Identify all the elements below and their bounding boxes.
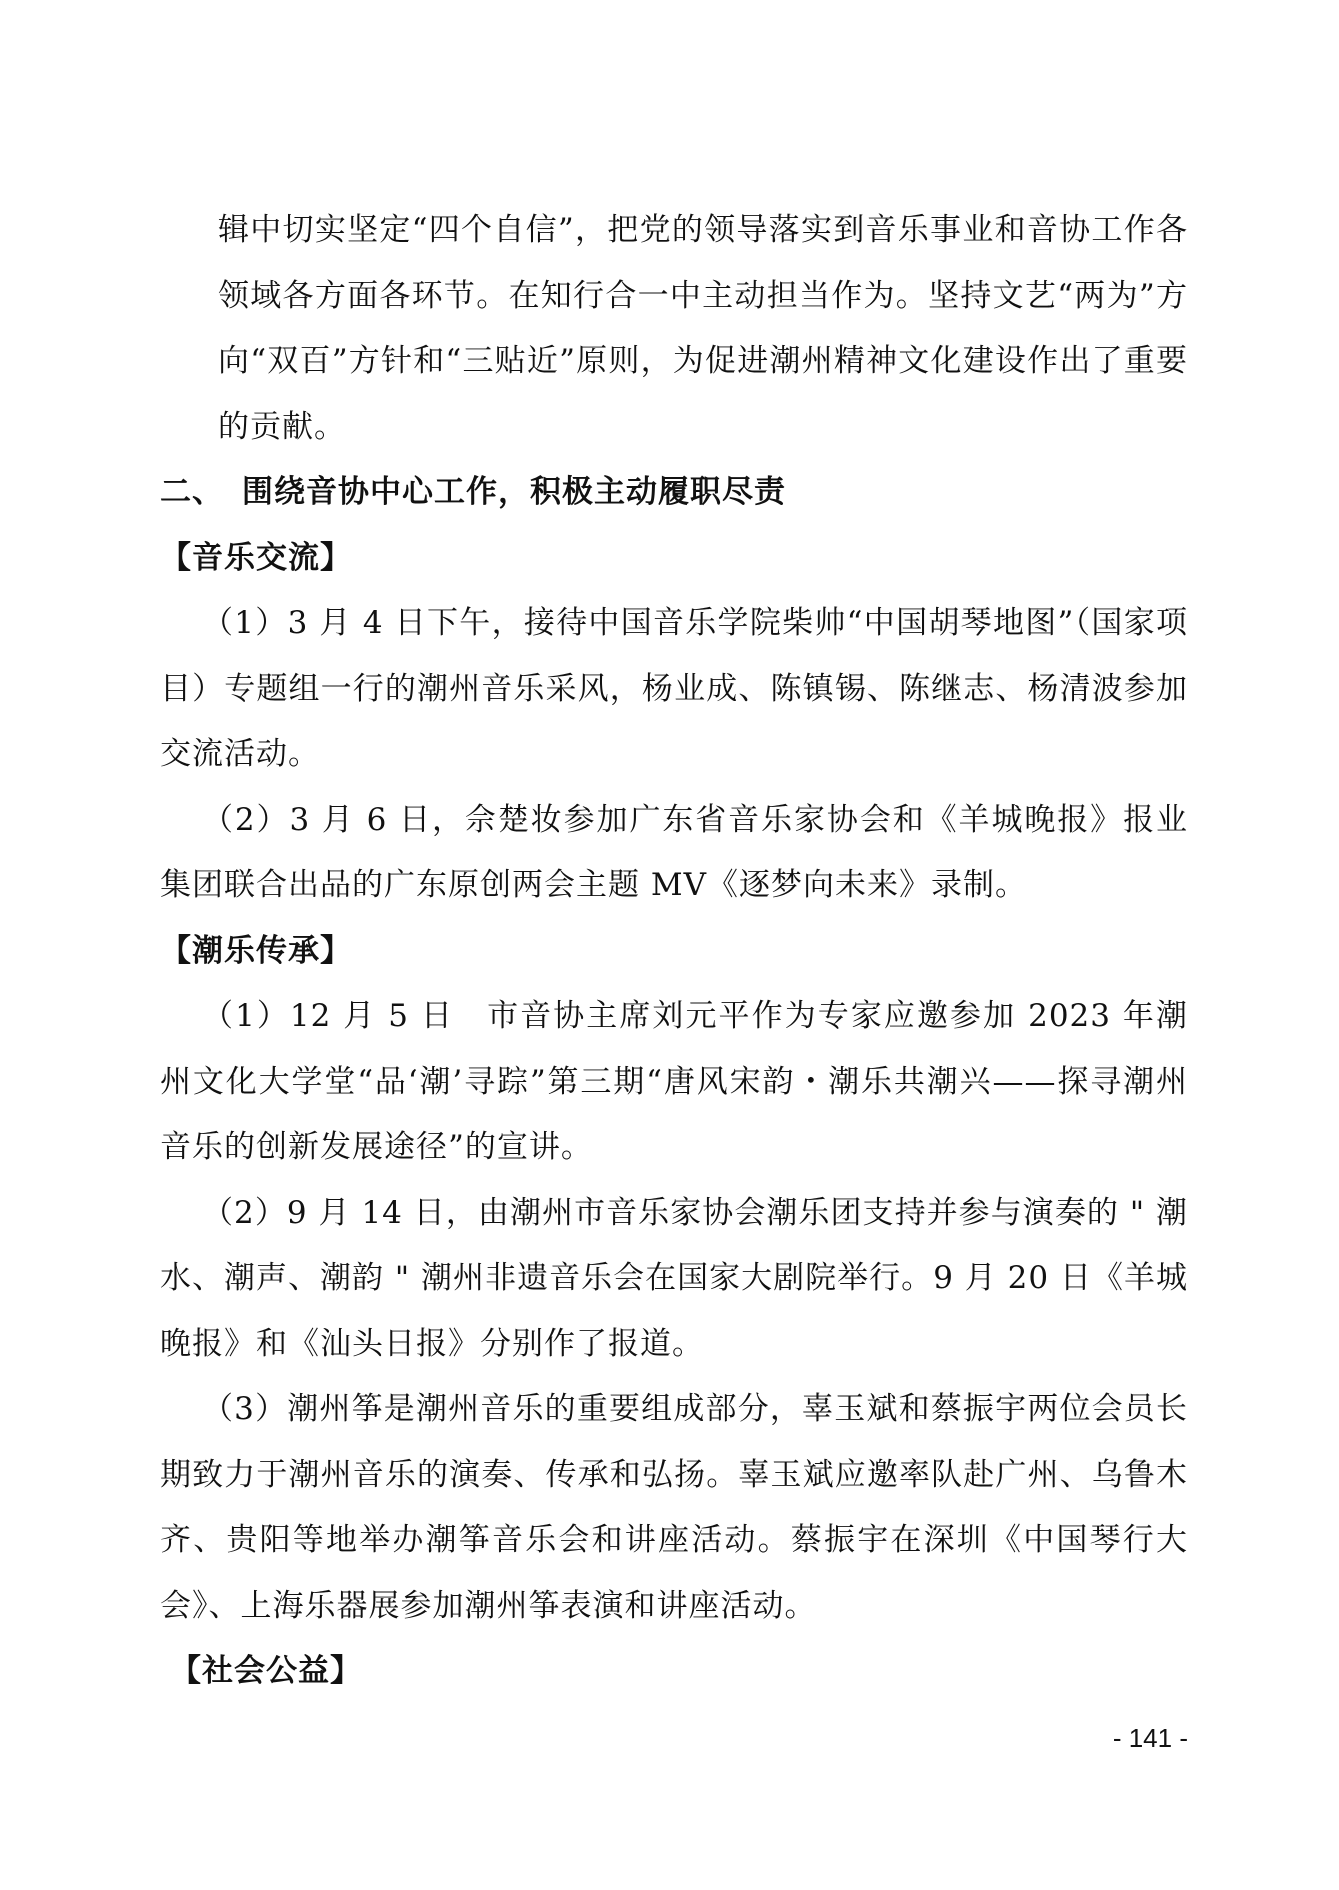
opening-paragraph: 辑中切实坚定“四个自信”，把党的领导落实到音乐事业和音协工作各领域各方面各环节。在知行合一中主动担当作为。坚持文艺“两为”方向“双百”方针和“三贴近”原则，为促进潮州精神文化建设作出了重要的贡献。	[218, 212, 1188, 445]
heritage-item-3: （3）潮州筝是潮州音乐的重要组成部分，辜玉斌和蔡振宇两位会员长期致力于潮州音乐的演奏、传承和弘扬。辜玉斌应邀率队赴广州、乌鲁木齐、贵阳等地举办潮筝音乐会和讲座活动。蔡振宇在深圳《中国琴行大会》、上海乐器展参加潮州筝表演和讲座活动。	[160, 1391, 1188, 1624]
section-number: 二、	[160, 474, 224, 510]
heritage-item-1: （1）12 月 5 日 市音协主席刘元平作为专家应邀参加 2023 年潮州文化大学堂“品‘潮’寻踪”第三期“唐风宋韵・潮乐共潮兴——探寻潮州音乐的创新发展途径”的宣讲。	[160, 998, 1188, 1165]
section-heading	[160, 460, 1188, 526]
subheading-chaozhou-music-heritage: 【潮乐传承】	[160, 932, 352, 969]
heritage-item-2: （2）9 月 14 日，由潮州市音乐家协会潮乐团支持并参与演奏的 " 潮水、潮声、潮韵 " 潮州非遗音乐会在国家大剧院举行。9 月 20 日《羊城晚报》和《汕头日报》分别作了报道。	[160, 1194, 1188, 1362]
subheading-social-welfare: 【社会公益】	[170, 1653, 362, 1689]
music-exchange-item-2: （2）3 月 6 日，佘楚妆参加广东省音乐家协会和《羊城晚报》报业集团联合出品的广东原创两会主题 MV《逐梦向未来》录制。	[160, 801, 1188, 903]
music-exchange-item-1: （1）3 月 4 日下午，接待中国音乐学院柴帅“中国胡琴地图”（国家项目）专题组一行的潮州音乐采风，杨业成、陈镇锡、陈继志、杨清波参加交流活动。	[160, 605, 1188, 772]
page-number: - 141 -	[1112, 1723, 1188, 1753]
page-content	[160, 198, 1188, 1705]
subheading-music-exchange: 【音乐交流】	[160, 539, 352, 576]
section-title: 围绕音协中心工作，积极主动履职尽责	[242, 474, 786, 510]
